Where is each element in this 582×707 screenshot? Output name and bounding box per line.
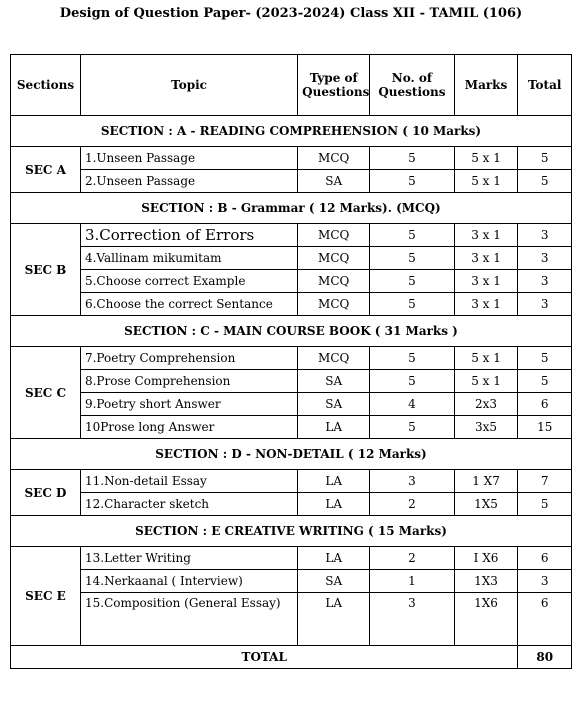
table-row (11, 416, 572, 439)
section-label: SEC B (11, 224, 81, 316)
type-cell: LA (298, 470, 370, 493)
num-cell: 5 (370, 347, 454, 370)
type-cell: MCQ (298, 247, 370, 270)
header-sections: Sections (11, 55, 81, 116)
marks-cell: 1X5 (454, 493, 518, 516)
type-cell: SA (298, 170, 370, 193)
section-label: SEC E (11, 547, 81, 646)
type-cell: MCQ (298, 224, 370, 247)
section-heading: SECTION : A - READING COMPREHENSION ( 10 Marks) (11, 116, 572, 147)
total-cell: 3 (518, 247, 572, 270)
total-row (11, 646, 572, 669)
topic-cell: 4.Vallinam mikumitam (80, 247, 297, 270)
header-marks: Marks (454, 55, 518, 116)
type-cell: MCQ (298, 293, 370, 316)
topic-cell: 9.Poetry short Answer (80, 393, 297, 416)
section-label: SEC C (11, 347, 81, 439)
section-heading-row (11, 439, 572, 470)
topic-cell: 14.Nerkaanal ( Interview) (80, 570, 297, 593)
type-cell: SA (298, 570, 370, 593)
type-cell: LA (298, 493, 370, 516)
topic-cell: 5.Choose correct Example (80, 270, 297, 293)
num-cell: 4 (370, 393, 454, 416)
num-cell: 5 (370, 224, 454, 247)
type-cell: SA (298, 370, 370, 393)
section-heading: SECTION : D - NON-DETAIL ( 12 Marks) (11, 439, 572, 470)
total-cell: 6 (518, 593, 572, 646)
topic-cell: 7.Poetry Comprehension (80, 347, 297, 370)
marks-cell: 3 x 1 (454, 293, 518, 316)
question-paper-table (10, 54, 572, 669)
table-row (11, 570, 572, 593)
section-heading-row (11, 516, 572, 547)
num-cell: 2 (370, 547, 454, 570)
num-cell: 5 (370, 370, 454, 393)
table-row (11, 370, 572, 393)
marks-cell: 5 x 1 (454, 170, 518, 193)
section-heading: SECTION : C - MAIN COURSE BOOK ( 31 Marks ) (11, 316, 572, 347)
table-row (11, 270, 572, 293)
total-cell: 3 (518, 270, 572, 293)
table-row (11, 593, 572, 646)
type-cell: SA (298, 393, 370, 416)
marks-cell: 5 x 1 (454, 347, 518, 370)
total-cell: 5 (518, 370, 572, 393)
num-cell: 5 (370, 247, 454, 270)
topic-cell: 2.Unseen Passage (80, 170, 297, 193)
document-title: Design of Question Paper- (2023-2024) Class XII - TAMIL (106) (59, 6, 523, 21)
table-row (11, 170, 572, 193)
table-row (11, 247, 572, 270)
num-cell: 5 (370, 147, 454, 170)
section-heading-row (11, 316, 572, 347)
total-cell: 6 (518, 547, 572, 570)
total-cell: 3 (518, 293, 572, 316)
total-cell: 6 (518, 393, 572, 416)
marks-cell: 3 x 1 (454, 224, 518, 247)
header-total: Total (518, 55, 572, 116)
total-cell: 5 (518, 493, 572, 516)
section-heading-row (11, 193, 572, 224)
section-heading: SECTION : E CREATIVE WRITING ( 15 Marks) (11, 516, 572, 547)
type-cell: MCQ (298, 270, 370, 293)
num-cell: 2 (370, 493, 454, 516)
marks-cell: 5 x 1 (454, 370, 518, 393)
header-num: No. of Questions (370, 55, 454, 116)
grand-total: 80 (518, 646, 572, 669)
section-label: SEC D (11, 470, 81, 516)
num-cell: 1 (370, 570, 454, 593)
num-cell: 5 (370, 270, 454, 293)
marks-cell: 3 x 1 (454, 270, 518, 293)
topic-cell: 13.Letter Writing (80, 547, 297, 570)
table-row (11, 393, 572, 416)
section-label: SEC A (11, 147, 81, 193)
topic-cell: 15.Composition (General Essay) (80, 593, 297, 646)
header-row (11, 55, 572, 116)
marks-cell: 1X3 (454, 570, 518, 593)
total-cell: 7 (518, 470, 572, 493)
total-label: TOTAL (11, 646, 518, 669)
num-cell: 5 (370, 170, 454, 193)
num-cell: 5 (370, 293, 454, 316)
total-cell: 5 (518, 170, 572, 193)
total-cell: 3 (518, 570, 572, 593)
table-row (11, 224, 572, 247)
topic-cell: 10Prose long Answer (80, 416, 297, 439)
marks-cell: 5 x 1 (454, 147, 518, 170)
table-row (11, 470, 572, 493)
table-row (11, 493, 572, 516)
type-cell: LA (298, 547, 370, 570)
header-topic: Topic (80, 55, 297, 116)
num-cell: 3 (370, 593, 454, 646)
topic-cell: 12.Character sketch (80, 493, 297, 516)
table-row (11, 293, 572, 316)
topic-cell: 3.Correction of Errors (80, 224, 297, 247)
table-row (11, 147, 572, 170)
topic-cell: 6.Choose the correct Sentance (80, 293, 297, 316)
marks-cell: 1 X7 (454, 470, 518, 493)
type-cell: MCQ (298, 347, 370, 370)
type-cell: LA (298, 593, 370, 646)
marks-cell: 2x3 (454, 393, 518, 416)
num-cell: 5 (370, 416, 454, 439)
header-type: Type of Questions (298, 55, 370, 116)
type-cell: MCQ (298, 147, 370, 170)
marks-cell: 1X6 (454, 593, 518, 646)
type-cell: LA (298, 416, 370, 439)
topic-cell: 1.Unseen Passage (80, 147, 297, 170)
topic-cell: 11.Non-detail Essay (80, 470, 297, 493)
marks-cell: I X6 (454, 547, 518, 570)
table-row (11, 547, 572, 570)
total-cell: 5 (518, 347, 572, 370)
section-heading: SECTION : B - Grammar ( 12 Marks). (MCQ) (11, 193, 572, 224)
total-cell: 3 (518, 224, 572, 247)
marks-cell: 3 x 1 (454, 247, 518, 270)
marks-cell: 3x5 (454, 416, 518, 439)
section-heading-row (11, 116, 572, 147)
total-cell: 5 (518, 147, 572, 170)
num-cell: 3 (370, 470, 454, 493)
topic-cell: 8.Prose Comprehension (80, 370, 297, 393)
table-row (11, 347, 572, 370)
total-cell: 15 (518, 416, 572, 439)
